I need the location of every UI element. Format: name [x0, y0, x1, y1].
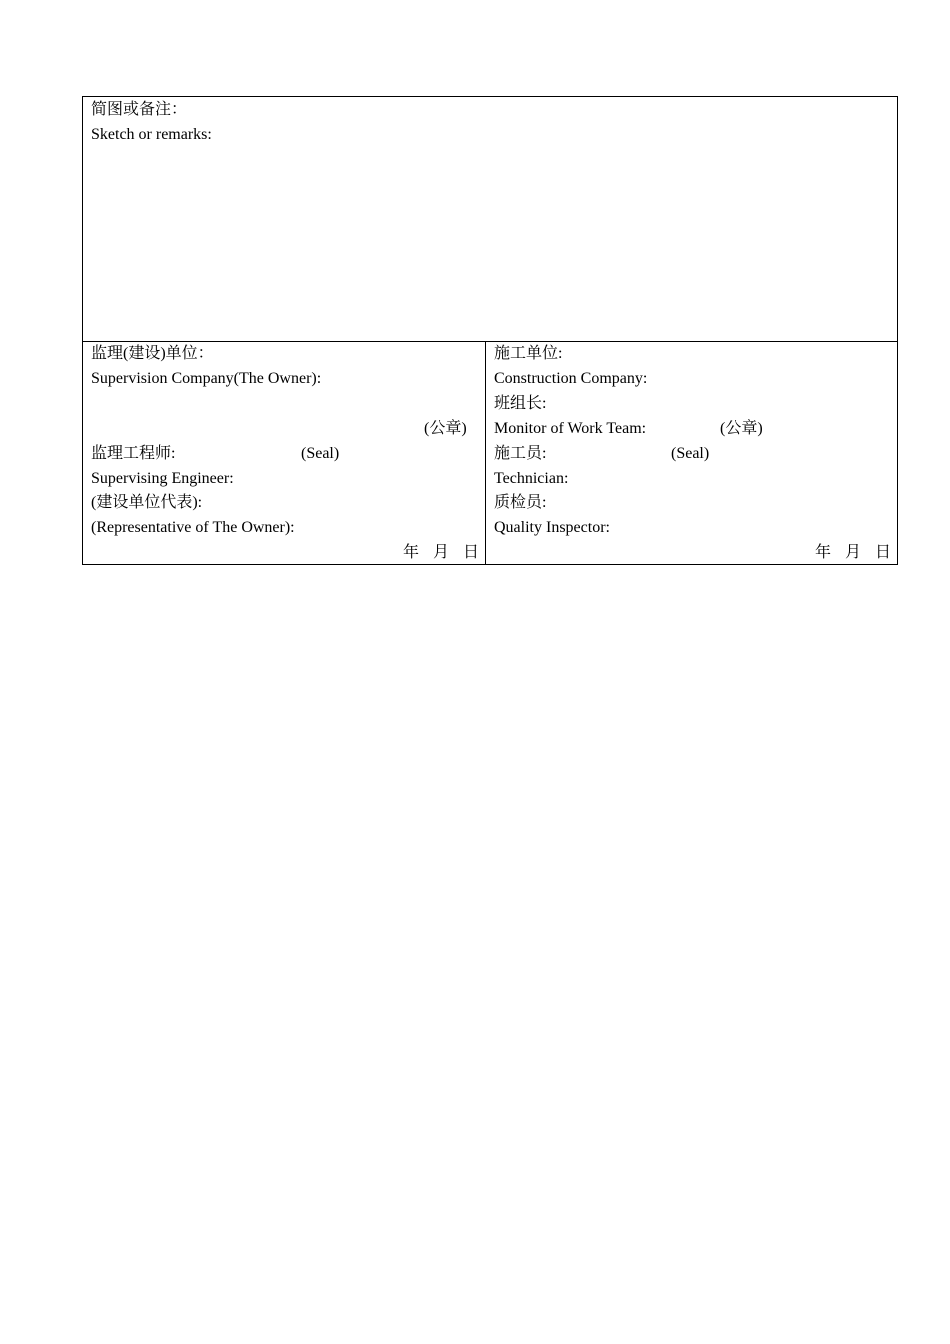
supervising-engineer-label-cn: 监理工程师:: [91, 445, 176, 462]
team-monitor-label-cn: 班组长:: [494, 395, 547, 412]
date-month-label: 月: [433, 544, 450, 561]
construction-stamp-label: (公章): [720, 420, 763, 437]
date-day-label: 日: [875, 544, 892, 561]
owner-representative-label-cn: (建设单位代表):: [91, 494, 203, 511]
supervising-engineer-label-en: Supervising Engineer:: [91, 470, 234, 487]
remarks-cell: [83, 97, 897, 342]
quality-inspector-label-cn: 质检员:: [494, 494, 547, 511]
supervision-seal-label: (Seal): [301, 445, 340, 462]
date-month-label: 月: [845, 544, 862, 561]
date-day-label: 日: [463, 544, 480, 561]
technician-label-cn: 施工员:: [494, 445, 547, 462]
technician-label-en: Technician:: [494, 470, 569, 487]
date-year-label: 年: [403, 544, 420, 561]
inspection-form-table: [82, 96, 898, 565]
remarks-label-en: Sketch or remarks:: [91, 126, 212, 143]
construction-company-label-en: Construction Company:: [494, 370, 648, 387]
supervision-signature-cell: [83, 342, 486, 564]
supervision-date: [403, 543, 479, 563]
date-year-label: 年: [815, 544, 832, 561]
construction-seal-label: (Seal): [671, 445, 710, 462]
supervision-stamp-label: (公章): [424, 420, 467, 437]
supervision-company-label-cn: 监理(建设)单位：: [91, 345, 214, 362]
quality-inspector-label-en: Quality Inspector:: [494, 519, 610, 536]
team-monitor-label-en: Monitor of Work Team:: [494, 420, 647, 437]
construction-date: [815, 543, 891, 563]
supervision-company-label-en: Supervision Company(The Owner):: [91, 370, 322, 387]
owner-representative-label-en: (Representative of The Owner):: [91, 519, 295, 536]
construction-company-label-cn: 施工单位:: [494, 345, 563, 362]
remarks-label-cn: 简图或备注：: [91, 101, 188, 118]
construction-signature-cell: [486, 342, 897, 564]
